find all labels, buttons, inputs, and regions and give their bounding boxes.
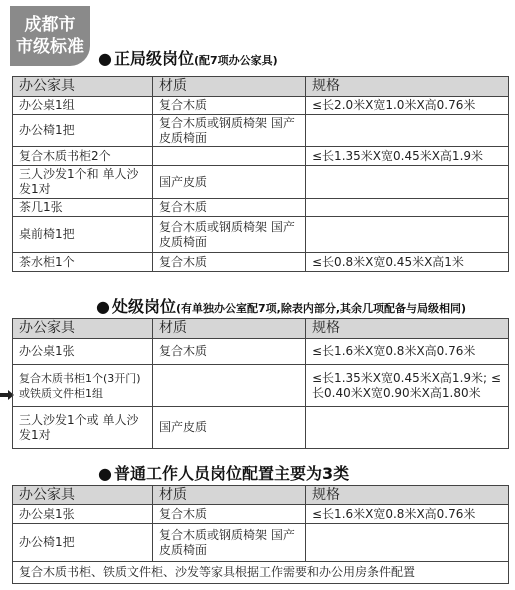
- section-title-bureau: [98, 46, 278, 69]
- table-row: [13, 505, 509, 524]
- badge-line-1: 成都市: [24, 15, 76, 35]
- table-row: [13, 199, 509, 217]
- header-spec: 规格: [306, 486, 509, 505]
- header-material: 材质: [153, 319, 306, 339]
- section-title-staff: [98, 461, 349, 484]
- cell-furniture: 三人沙发1个和 单人沙发1对: [13, 166, 153, 199]
- cell-furniture: 茶几1张: [13, 199, 153, 217]
- cell-spec: ≤长1.6米X宽0.8米X高0.76米: [306, 339, 509, 365]
- table-header-row: [13, 77, 509, 97]
- cell-material: 国产皮质: [153, 407, 306, 449]
- cell-furniture: 复合木质书柜1个(3开门) 或铁质文件柜1组: [13, 365, 153, 407]
- cell-spec: [306, 217, 509, 253]
- cell-material: 复合木质: [153, 97, 306, 115]
- section-note: (配7项办公家具): [193, 54, 278, 67]
- cell-material: 国产皮质: [153, 166, 306, 199]
- section-title-division: [96, 294, 466, 317]
- cell-spec: [306, 199, 509, 217]
- cell-material: [153, 365, 306, 407]
- table-row: [13, 365, 509, 407]
- table-row: [13, 166, 509, 199]
- cell-furniture: 办公桌1张: [13, 339, 153, 365]
- cell-material: 复合木质或钢质椅架 国产皮质椅面: [153, 217, 306, 253]
- cell-spec: ≤长0.8米X宽0.45米X高1米: [306, 253, 509, 272]
- table-row: [13, 115, 509, 147]
- cell-material: 复合木质: [153, 505, 306, 524]
- section-title-text: 普通工作人员岗位配置主要为3类: [113, 464, 350, 483]
- staff-furniture-table: [12, 485, 509, 584]
- cell-material: 复合木质或钢质椅架 国产皮质椅面: [153, 115, 306, 147]
- cell-furniture: 桌前椅1把: [13, 217, 153, 253]
- cell-spec: [306, 407, 509, 449]
- cell-spec: [306, 115, 509, 147]
- table-row: [13, 97, 509, 115]
- cell-furniture: 三人沙发1个或 单人沙发1对: [13, 407, 153, 449]
- cell-spec: [306, 166, 509, 199]
- header-furniture: 办公家具: [13, 486, 153, 505]
- cell-material: 复合木质: [153, 339, 306, 365]
- table-row: [13, 147, 509, 166]
- badge-line-2: 市级标准: [16, 37, 84, 57]
- footer-note: 复合木质书柜、铁质文件柜、沙发等家具根据工作需要和办公用房条件配置: [13, 562, 509, 584]
- cell-spec: ≤长1.35米X宽0.45米X高1.9米: [306, 147, 509, 166]
- table-row: [13, 217, 509, 253]
- cell-furniture: 办公桌1组: [13, 97, 153, 115]
- table-footer-row: [13, 562, 509, 584]
- cell-furniture: 办公椅1把: [13, 524, 153, 562]
- division-furniture-table: [12, 318, 509, 449]
- table-row: [13, 339, 509, 365]
- bureau-furniture-table: [12, 76, 509, 272]
- city-standard-badge: [10, 6, 90, 66]
- cell-furniture: 办公椅1把: [13, 115, 153, 147]
- cell-material: 复合木质: [153, 253, 306, 272]
- cell-material: 复合木质或钢质椅架 国产皮质椅面: [153, 524, 306, 562]
- section-title-text: 处级岗位: [111, 297, 176, 316]
- cell-spec: ≤长2.0米X宽1.0米X高0.76米: [306, 97, 509, 115]
- header-material: 材质: [153, 486, 306, 505]
- cell-material: [153, 147, 306, 166]
- header-furniture: 办公家具: [13, 319, 153, 339]
- cell-spec: [306, 524, 509, 562]
- table-header-row: [13, 319, 509, 339]
- table-row: [13, 253, 509, 272]
- bullet-icon: ●: [98, 464, 112, 483]
- bullet-icon: ●: [98, 49, 112, 68]
- header-furniture: 办公家具: [13, 77, 153, 97]
- cell-furniture: 办公桌1张: [13, 505, 153, 524]
- header-material: 材质: [153, 77, 306, 97]
- cell-spec: ≤长1.35米X宽0.45米X高1.9米; ≤长0.40米X宽0.90米X高1.80米: [306, 365, 509, 407]
- cell-furniture: 复合木质书柜2个: [13, 147, 153, 166]
- table-header-row: [13, 486, 509, 505]
- cell-furniture: 茶水柜1个: [13, 253, 153, 272]
- header-spec: 规格: [306, 77, 509, 97]
- section-note: (有单独办公室配7项,除表内部分,其余几项配备与局级相同): [175, 302, 467, 315]
- table-row: [13, 407, 509, 449]
- cell-spec: ≤长1.6米X宽0.8米X高0.76米: [306, 505, 509, 524]
- section-title-text: 正局级岗位: [113, 49, 194, 68]
- bullet-icon: ●: [96, 297, 110, 316]
- cell-material: 复合木质: [153, 199, 306, 217]
- header-spec: 规格: [306, 319, 509, 339]
- table-row: [13, 524, 509, 562]
